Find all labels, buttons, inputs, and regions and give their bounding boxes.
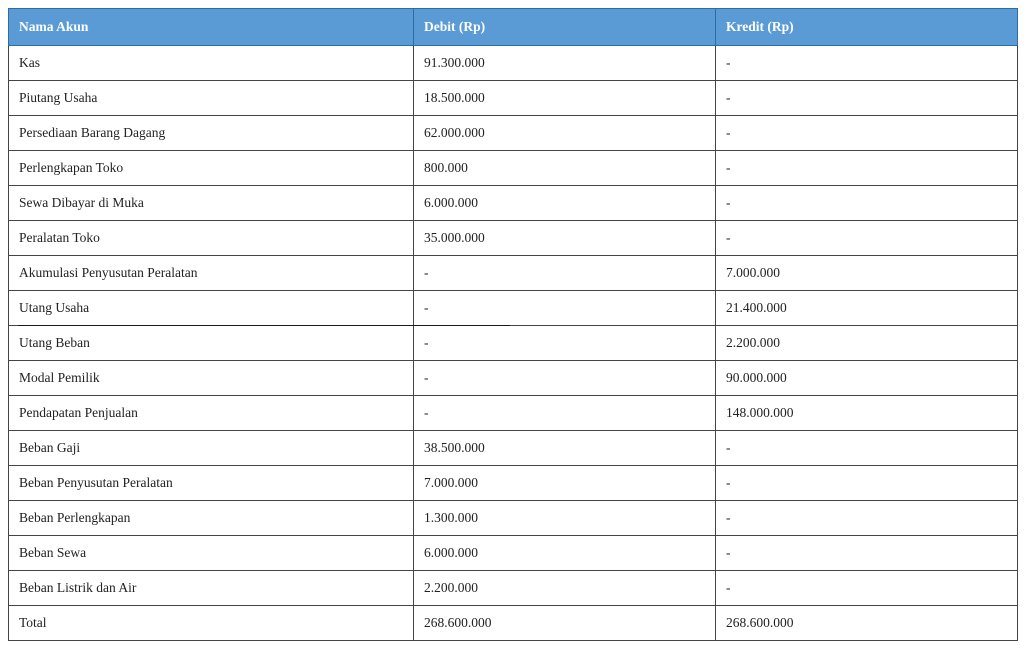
debit-cell: 2.200.000	[414, 571, 716, 606]
credit-cell: -	[716, 46, 1018, 81]
debit-cell: 91.300.000	[414, 46, 716, 81]
table-row	[9, 571, 1018, 606]
debit-cell: 38.500.000	[414, 431, 716, 466]
total-debit-cell: 268.600.000	[414, 606, 716, 641]
account-name-cell: Utang Beban	[9, 326, 414, 361]
debit-cell: -	[414, 291, 716, 326]
account-name-cell: Peralatan Toko	[9, 221, 414, 256]
debit-cell: 6.000.000	[414, 536, 716, 571]
credit-cell: 2.200.000	[716, 326, 1018, 361]
debit-cell: -	[414, 256, 716, 291]
table-row	[9, 431, 1018, 466]
credit-cell: -	[716, 221, 1018, 256]
account-name-cell: Beban Perlengkapan	[9, 501, 414, 536]
credit-cell: -	[716, 536, 1018, 571]
debit-cell: -	[414, 326, 716, 361]
total-label-cell: Total	[9, 606, 414, 641]
credit-cell: -	[716, 81, 1018, 116]
credit-cell: -	[716, 571, 1018, 606]
account-name-cell: Persediaan Barang Dagang	[9, 116, 414, 151]
debit-cell: 800.000	[414, 151, 716, 186]
credit-cell: 7.000.000	[716, 256, 1018, 291]
account-name-cell: Pendapatan Penjualan	[9, 396, 414, 431]
table-row	[9, 291, 1018, 326]
credit-cell: -	[716, 431, 1018, 466]
account-name-cell: Piutang Usaha	[9, 81, 414, 116]
account-name-cell: Utang Usaha	[9, 291, 414, 326]
table-row	[9, 186, 1018, 221]
account-name-cell: Beban Gaji	[9, 431, 414, 466]
column-header-credit: Kredit (Rp)	[716, 9, 1018, 46]
account-name-cell: Beban Penyusutan Peralatan	[9, 466, 414, 501]
table-row	[9, 536, 1018, 571]
credit-cell: -	[716, 466, 1018, 501]
debit-cell: 7.000.000	[414, 466, 716, 501]
account-name-cell: Beban Listrik dan Air	[9, 571, 414, 606]
debit-cell: 35.000.000	[414, 221, 716, 256]
total-credit-cell: 268.600.000	[716, 606, 1018, 641]
table-row	[9, 396, 1018, 431]
debit-cell: 6.000.000	[414, 186, 716, 221]
account-name-cell: Perlengkapan Toko	[9, 151, 414, 186]
debit-cell: 18.500.000	[414, 81, 716, 116]
debit-cell: -	[414, 396, 716, 431]
table-row	[9, 256, 1018, 291]
stray-divider-line	[18, 325, 510, 326]
debit-cell: 62.000.000	[414, 116, 716, 151]
account-name-cell: Akumulasi Penyusutan Peralatan	[9, 256, 414, 291]
credit-cell: -	[716, 501, 1018, 536]
table-header-row	[9, 9, 1018, 46]
table-row	[9, 46, 1018, 81]
table-row	[9, 466, 1018, 501]
table-row	[9, 221, 1018, 256]
column-header-debit: Debit (Rp)	[414, 9, 716, 46]
table-row	[9, 81, 1018, 116]
credit-cell: -	[716, 116, 1018, 151]
total-row	[9, 606, 1018, 641]
column-header-account: Nama Akun	[9, 9, 414, 46]
table-row	[9, 151, 1018, 186]
table-row	[9, 326, 1018, 361]
debit-cell: -	[414, 361, 716, 396]
credit-cell: -	[716, 151, 1018, 186]
table-row	[9, 116, 1018, 151]
account-name-cell: Modal Pemilik	[9, 361, 414, 396]
credit-cell: 90.000.000	[716, 361, 1018, 396]
account-name-cell: Sewa Dibayar di Muka	[9, 186, 414, 221]
credit-cell: -	[716, 186, 1018, 221]
table-row	[9, 501, 1018, 536]
account-name-cell: Beban Sewa	[9, 536, 414, 571]
credit-cell: 21.400.000	[716, 291, 1018, 326]
account-name-cell: Kas	[9, 46, 414, 81]
debit-cell: 1.300.000	[414, 501, 716, 536]
credit-cell: 148.000.000	[716, 396, 1018, 431]
table-row	[9, 361, 1018, 396]
